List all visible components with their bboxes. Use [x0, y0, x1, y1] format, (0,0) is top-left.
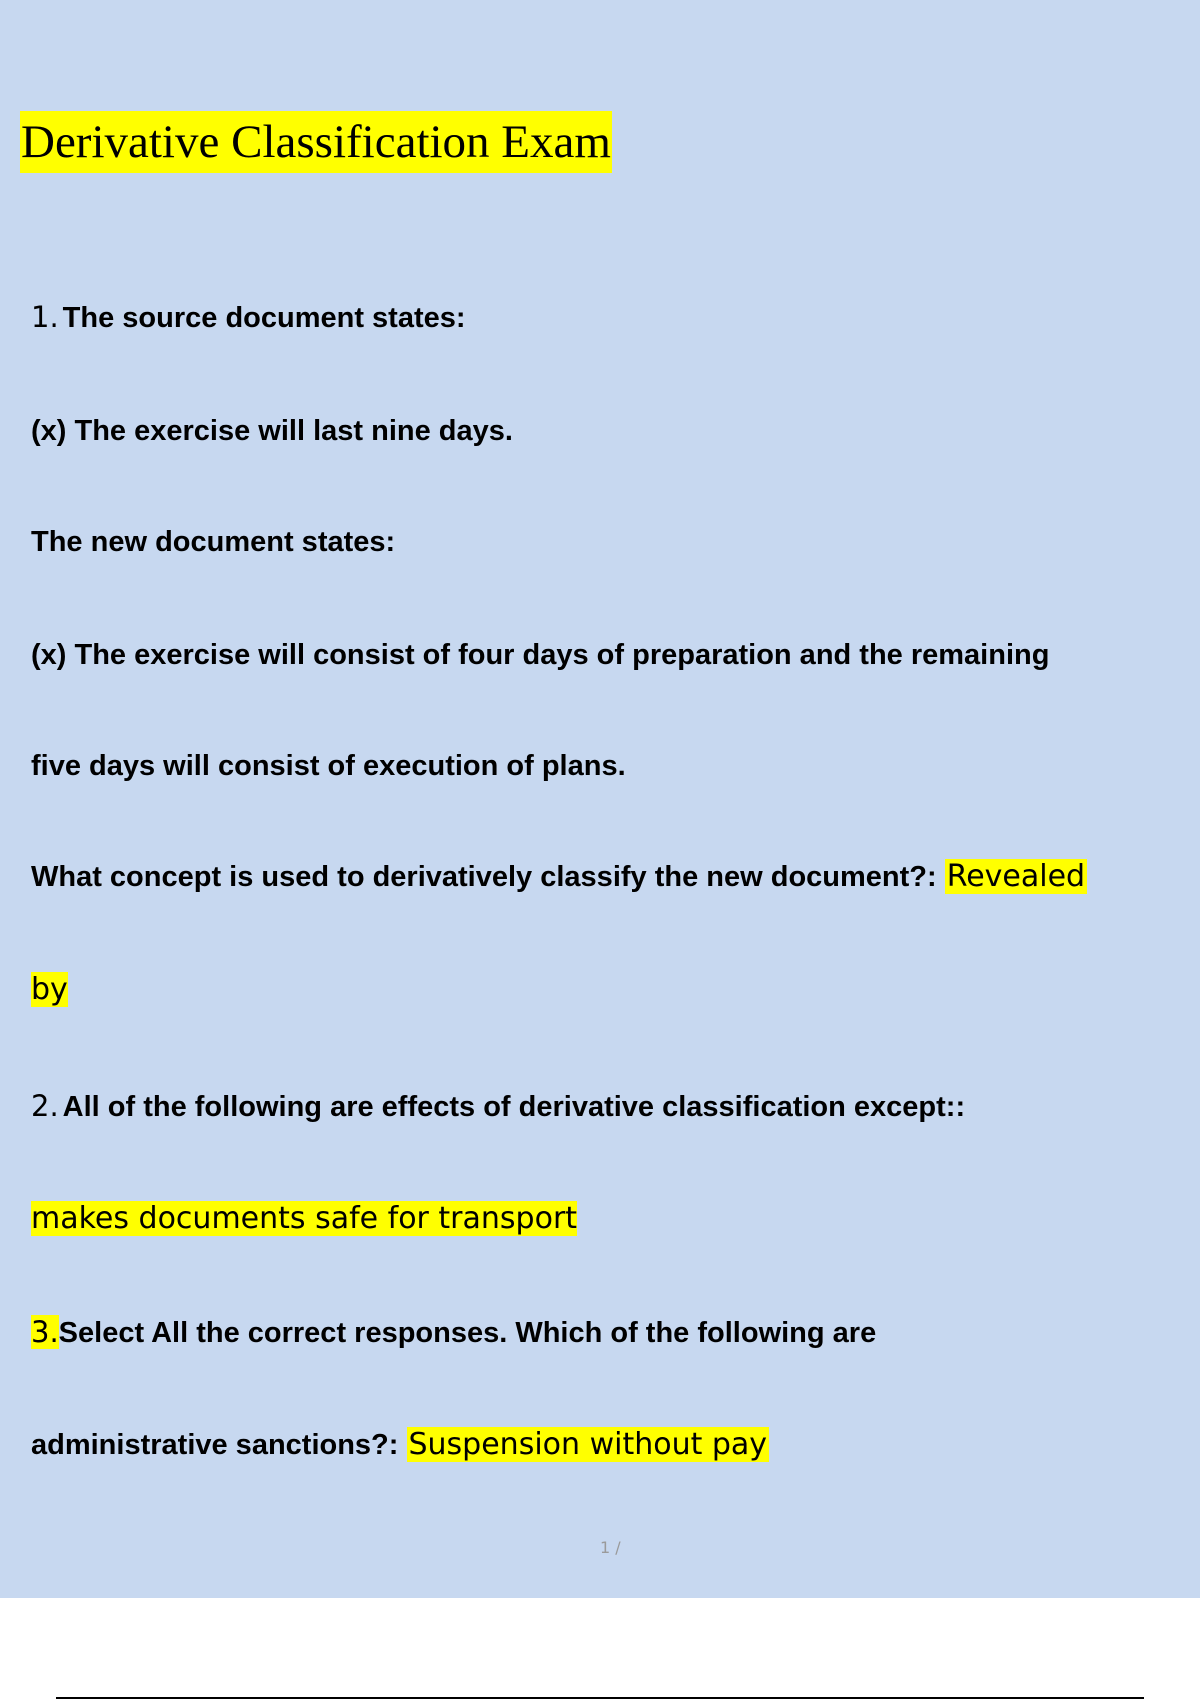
q3-number: 3.: [31, 1315, 59, 1349]
q3-line-1: [31, 1312, 876, 1353]
q2-answer-line: [31, 1199, 577, 1239]
q1-question: What concept is used to derivatively classify the new document?:: [31, 861, 937, 893]
q1-source-text: (x) The exercise will last nine days.: [31, 415, 513, 447]
q1-number: 1.: [31, 300, 59, 334]
q1-question-line: [31, 857, 1087, 897]
q3-question-1: Select All the correct responses. Which of the following are: [58, 1317, 877, 1349]
footer-rule: [56, 1697, 1144, 1699]
q2-line: [31, 1086, 965, 1127]
q2-answer: makes documents safe for transport: [31, 1201, 578, 1236]
q2-question: All of the following are effects of derivative classification except::: [62, 1091, 966, 1123]
document-title: Derivative Classification Exam: [20, 111, 612, 173]
q1-source-label: The source document states:: [62, 302, 466, 334]
q1-answer-part-2: by: [31, 972, 68, 1007]
q3-question-2: administrative sanctions?:: [31, 1429, 399, 1461]
q1-answer-part-1: Revealed: [946, 859, 1086, 894]
page-number: 1 /: [600, 1538, 621, 1557]
q1-new-text-1: (x) The exercise will consist of four days of preparation and the remaining: [31, 639, 1050, 671]
q1-answer-line-2: [31, 970, 68, 1010]
q1-line-1: [31, 297, 466, 338]
q2-number: 2.: [31, 1089, 59, 1123]
q1-new-text-2: five days will consist of execution of plans.: [31, 750, 626, 782]
q3-line-2: [31, 1425, 769, 1465]
q3-answer: Suspension without pay: [408, 1427, 768, 1462]
q1-new-label: The new document states:: [31, 526, 396, 558]
